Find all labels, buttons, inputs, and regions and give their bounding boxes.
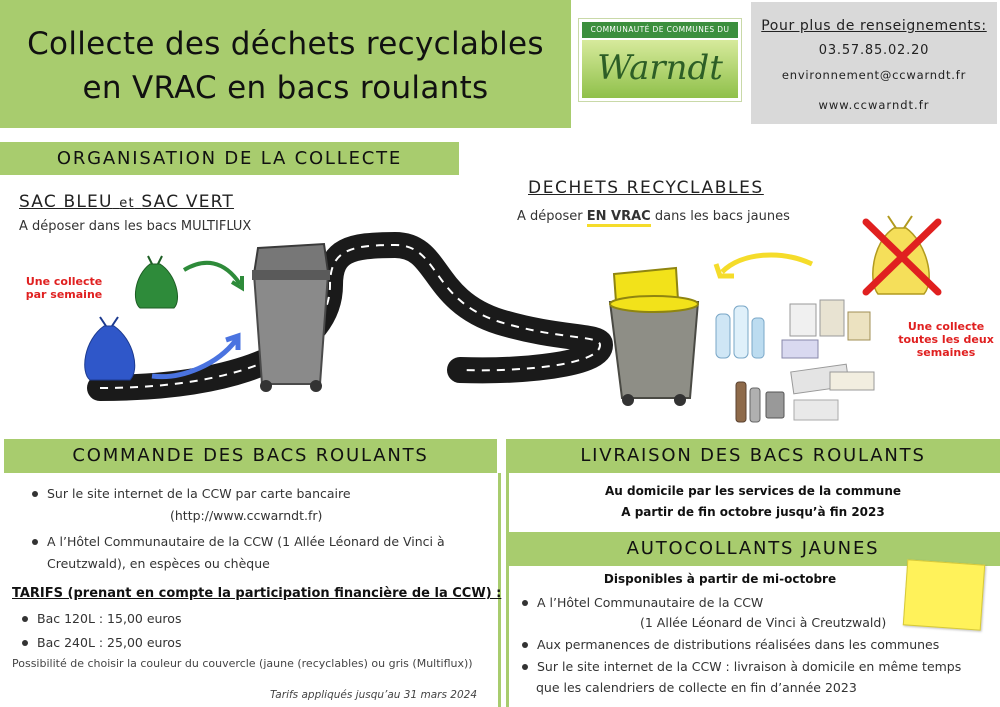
autocollants-bullet-2 xyxy=(522,634,939,656)
sacs-title-part3: SAC VERT xyxy=(141,192,235,212)
bullet-dot-icon xyxy=(32,539,38,545)
autocollants-bullet-1 xyxy=(522,592,763,614)
autocollants-bullet-1-text: A l’Hôtel Communautaire de la CCW xyxy=(537,595,764,610)
green-bag-icon xyxy=(130,254,182,310)
yellow-arrow-icon xyxy=(712,250,822,290)
sacs-title-part2: et xyxy=(119,196,135,211)
price-bac-120 xyxy=(22,608,181,630)
commande-bullet-2-text: A l’Hôtel Communautaire de la CCW (1 Allée Léonard de Vinci à xyxy=(47,534,445,549)
bullet-dot-icon xyxy=(22,640,28,646)
yellow-sticker-icon xyxy=(903,559,985,630)
info-website: www.ccwarndt.fr xyxy=(818,98,930,112)
autocollants-bullet-1-cont: (1 Allée Léonard de Vinci à Creutzwald) xyxy=(640,615,887,630)
autocollants-bullet-2-text: Aux permanences de distributions réalisées dans les communes xyxy=(537,637,940,652)
bullet-dot-icon xyxy=(522,642,528,648)
blue-bag-icon xyxy=(80,314,140,382)
title-line-2: en VRAC en bacs roulants xyxy=(82,70,489,106)
commande-bullet-1-text: Sur le site internet de la CCW par carte bancaire xyxy=(47,486,351,501)
price-bac-240 xyxy=(22,632,181,654)
info-title: Pour plus de renseignements: xyxy=(761,18,987,34)
livraison-heading: LIVRAISON DES BACS ROULANTS xyxy=(506,439,1000,473)
recyclables-subtitle-post: dans les bacs jaunes xyxy=(654,209,790,224)
recyclables-subtitle-pre: A déposer xyxy=(517,209,583,224)
yellow-bin-icon xyxy=(606,268,702,406)
biweekly-frequency-note: Une collecte toutes les deux semaines xyxy=(898,320,994,359)
bullet-dot-icon xyxy=(522,600,528,606)
livraison-line-2: A partir de fin octobre jusqu’à fin 2023 xyxy=(621,505,885,519)
recyclables-pile-icon xyxy=(710,296,886,430)
bullet-dot-icon xyxy=(22,616,28,622)
logo-top-text: COMMUNAUTÉ DE COMMUNES DU xyxy=(582,22,738,38)
commande-bullet-2 xyxy=(32,531,445,553)
price-bac-240-text: Bac 240L : 25,00 euros xyxy=(37,635,182,650)
green-arrow-icon xyxy=(180,258,250,294)
blue-arrow-icon xyxy=(148,334,246,384)
recyclables-title: DECHETS RECYCLABLES xyxy=(528,178,764,198)
info-phone: 03.57.85.02.20 xyxy=(818,43,930,58)
livraison-line-1: Au domicile par les services de la commune xyxy=(604,484,902,498)
bullet-dot-icon xyxy=(522,664,528,670)
recyclables-subtitle-highlight: EN VRAC xyxy=(587,209,651,227)
logo-name: Warndt xyxy=(582,40,738,98)
commande-bullet-1 xyxy=(32,483,351,505)
livraison-panel xyxy=(506,473,1000,532)
title-line-1: Collecte des déchets recyclables xyxy=(27,26,544,62)
bullet-dot-icon xyxy=(32,491,38,497)
sacs-subtitle: A déposer dans les bacs MULTIFLUX xyxy=(19,219,252,234)
sacs-title-part1: SAC BLEU xyxy=(19,192,113,212)
info-email: environnement@ccwarndt.fr xyxy=(781,68,967,82)
autocollants-bullet-3-cont: que les calendriers de collecte en fin d’année 2023 xyxy=(536,680,857,695)
tarifs-date-note: Tarifs appliqués jusqu’au 31 mars 2024 xyxy=(270,689,478,701)
tarifs-title: TARIFS (prenant en compte la participation financière de la CCW) : xyxy=(12,586,502,601)
commande-bullet-2-cont: Creutzwald), en espèces ou chèque xyxy=(47,556,270,571)
price-bac-120-text: Bac 120L : 15,00 euros xyxy=(37,611,182,626)
autocollants-bullet-3 xyxy=(522,656,961,678)
crossed-yellow-bag-icon xyxy=(860,212,944,298)
autocollants-bullet-3-text: Sur le site internet de la CCW : livraison à domicile en même temps xyxy=(537,659,962,674)
weekly-frequency-note: Une collecte par semaine xyxy=(25,275,103,301)
grey-bin-icon xyxy=(248,244,334,394)
commande-bullet-1-cont: (http://www.ccwarndt.fr) xyxy=(170,508,323,523)
autocollants-availability: Disponibles à partir de mi-octobre xyxy=(603,572,837,586)
autocollants-heading: AUTOCOLLANTS JAUNES xyxy=(506,532,1000,566)
organisation-heading: ORGANISATION DE LA COLLECTE xyxy=(0,142,459,175)
commande-heading: COMMANDE DES BACS ROULANTS xyxy=(4,439,497,473)
lid-color-note: Possibilité de choisir la couleur du couvercle (jaune (recyclables) ou gris (Multiflux)) xyxy=(12,657,473,670)
